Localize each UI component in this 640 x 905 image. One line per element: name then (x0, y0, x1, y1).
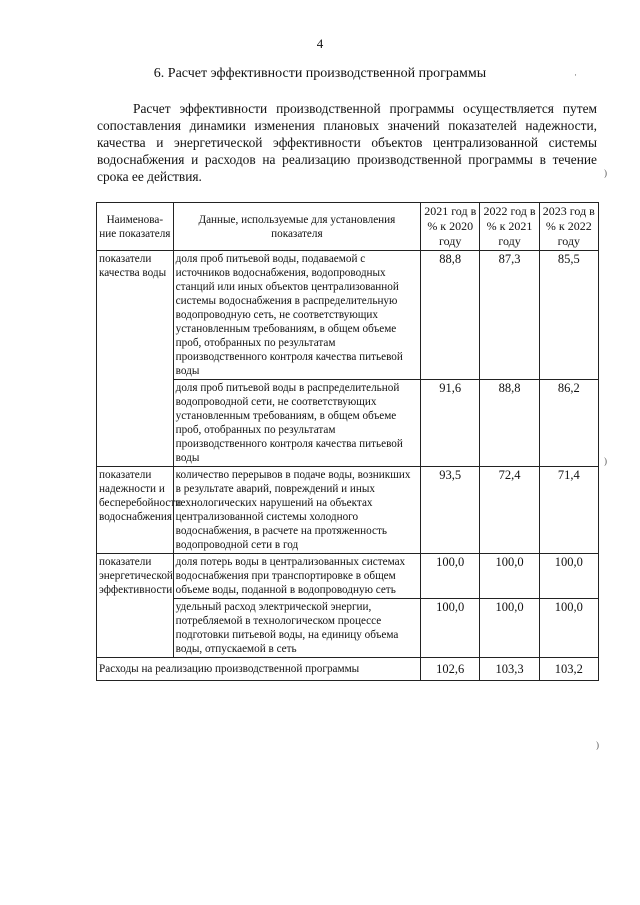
value-2023: 71,4 (539, 467, 598, 554)
total-2021: 102,6 (421, 658, 480, 681)
header-2022: 2022 год в % к 2021 году (480, 203, 539, 251)
group-energy-efficiency: показатели энергетической эффективности (97, 554, 174, 658)
header-2021: 2021 год в % к 2020 году (421, 203, 480, 251)
scan-mark: ) (596, 740, 599, 750)
value-2022: 72,4 (480, 467, 539, 554)
value-2021: 88,8 (421, 251, 480, 380)
row-desc: удельный расход электрической энергии, потребляемой в технологическом процессе подготовки питьевой воды, на единицу объема воды, отпускаемой в сеть (173, 599, 420, 658)
row-desc: доля проб питьевой воды в распределительной водопроводной сети, не соответствующих установленным требованиям, в общем объеме проб, отобранных по результатам производственного контроля качества питьевой воды (173, 380, 420, 467)
scan-mark: ) (604, 168, 607, 178)
table-row (97, 554, 599, 599)
value-2021: 91,6 (421, 380, 480, 467)
value-2023: 85,5 (539, 251, 598, 380)
value-2023: 100,0 (539, 554, 598, 599)
page-number: 4 (316, 36, 324, 51)
efficiency-table (96, 202, 599, 681)
value-2021: 93,5 (421, 467, 480, 554)
total-label: Расходы на реализацию производственной программы (97, 658, 421, 681)
value-2022: 100,0 (480, 599, 539, 658)
value-2021: 100,0 (421, 599, 480, 658)
total-2022: 103,3 (480, 658, 539, 681)
value-2022: 87,3 (480, 251, 539, 380)
header-indicator-name: Наименова-ние показателя (97, 203, 174, 251)
value-2023: 86,2 (539, 380, 598, 467)
value-2022: 100,0 (480, 554, 539, 599)
group-reliability: показатели надежности и бесперебойности водоснабжения (97, 467, 174, 554)
row-desc: доля проб питьевой воды, подаваемой с источников водоснабжения, водопроводных станций или иных объектов централизованной системы водоснабжения в распределительную водопроводную сеть, не соответствующих установленным требованиям, в общем объеме проб, отобранных по результатам производственного контроля качества питьевой воды (173, 251, 420, 380)
table-row (97, 467, 599, 554)
section-title: 6. Расчет эффективности производственной программы (153, 66, 487, 81)
value-2021: 100,0 (421, 554, 480, 599)
scan-mark: ) (604, 456, 607, 466)
header-2023: 2023 год в % к 2022 году (539, 203, 598, 251)
table-header-row (97, 203, 599, 251)
scan-mark: · (574, 70, 577, 80)
value-2023: 100,0 (539, 599, 598, 658)
header-data-used: Данные, используемые для установления показателя (173, 203, 420, 251)
total-row (97, 658, 599, 681)
row-desc: доля потерь воды в централизованных системах водоснабжения при транспортировке в общем объеме воды, поданной в водопроводную сеть (173, 554, 420, 599)
table-row (97, 251, 599, 380)
value-2022: 88,8 (480, 380, 539, 467)
row-desc: количество перерывов в подаче воды, возникших в результате аварий, повреждений и иных технологических нарушений на объектах централизованной системы холодного водоснабжения, в расчете на протяженность водопроводной сети в год (173, 467, 420, 554)
intro-paragraph: Расчет эффективности производственной программы осуществляется путем сопоставления динамики изменения плановых значений показателей надежности, качества и энергетической эффективности объектов централизованной системы водоснабжения и расходов на реализацию производственной программы в течение срока ее действия. (97, 101, 597, 184)
total-2023: 103,2 (539, 658, 598, 681)
group-water-quality: показатели качества воды (97, 251, 174, 467)
